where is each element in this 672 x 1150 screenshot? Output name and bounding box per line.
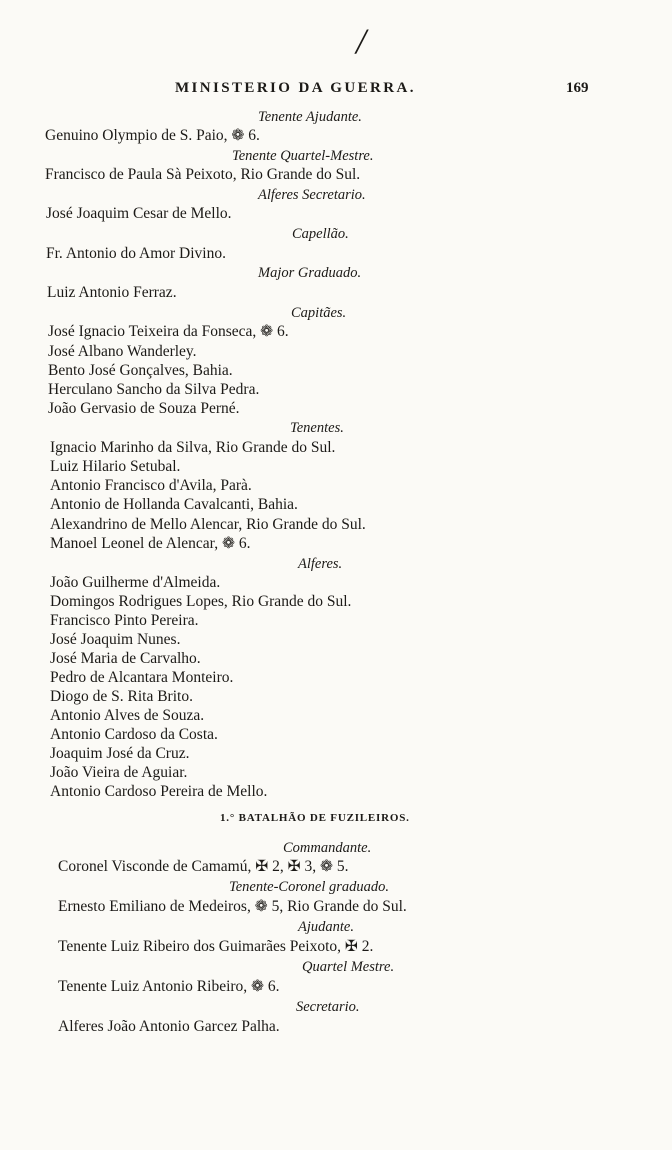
name-text: Joaquim José da Cruz. xyxy=(50,745,190,762)
rank-heading xyxy=(0,147,672,165)
roster-entry xyxy=(0,650,672,668)
name-text: Tenente Luiz Ribeiro dos Guimarães Peixoto, ✠ 2. xyxy=(58,938,374,955)
roster-entry xyxy=(0,726,672,744)
page-mark: / xyxy=(356,21,367,61)
name-text: Francisco de Paula Sà Peixoto, Rio Grande do Sul. xyxy=(45,166,361,183)
heading-text: Capitães. xyxy=(291,305,347,321)
rank-heading xyxy=(0,419,672,437)
roster-entry xyxy=(0,400,672,418)
name-text: Luiz Hilario Setubal. xyxy=(50,458,181,475)
name-text: Coronel Visconde de Camamú, ✠ 2, ✠ 3, ❁ 5. xyxy=(58,858,349,875)
roster-entry xyxy=(0,477,672,495)
roster-entry xyxy=(0,245,672,263)
heading-text: Secretario. xyxy=(296,999,360,1015)
rank-heading xyxy=(0,264,672,282)
roster-entry xyxy=(0,362,672,380)
roster-entry xyxy=(0,535,672,553)
name-text: Antonio de Hollanda Cavalcanti, Bahia. xyxy=(50,496,298,513)
roster-entry xyxy=(0,1018,672,1036)
roster-entry xyxy=(0,343,672,361)
rank-heading xyxy=(0,304,672,322)
name-text: Antonio Cardoso Pereira de Mello. xyxy=(50,783,268,800)
name-text: Manoel Leonel de Alencar, ❁ 6. xyxy=(50,535,251,552)
name-text: Ignacio Marinho da Silva, Rio Grande do Sul. xyxy=(50,439,336,456)
name-text: José Albano Wanderley. xyxy=(48,343,197,360)
roster-entry xyxy=(0,574,672,592)
heading-text: Tenente-Coronel graduado. xyxy=(229,879,390,895)
roster-entry xyxy=(0,688,672,706)
rank-heading xyxy=(0,225,672,243)
roster-entry xyxy=(0,631,672,649)
rank-heading xyxy=(0,958,672,976)
rank-heading xyxy=(0,998,672,1016)
roster-entry xyxy=(0,745,672,763)
heading-text: Capellão. xyxy=(292,226,349,242)
rank-heading xyxy=(0,555,672,573)
name-text: Antonio Cardoso da Costa. xyxy=(50,726,218,743)
name-text: Alexandrino de Mello Alencar, Rio Grande do Sul. xyxy=(50,516,366,533)
rank-heading xyxy=(0,878,672,896)
name-text: José Joaquim Cesar de Mello. xyxy=(46,205,232,222)
roster-entry xyxy=(0,496,672,514)
roster-entry xyxy=(0,593,672,611)
heading-text: Tenente Ajudante. xyxy=(258,109,362,125)
roster-entry xyxy=(0,458,672,476)
rank-heading xyxy=(0,108,672,126)
roster-entry xyxy=(0,439,672,457)
roster-entry xyxy=(0,669,672,687)
roster-entry xyxy=(0,858,672,876)
heading-text: Major Graduado. xyxy=(258,265,362,281)
name-text: Diogo de S. Rita Brito. xyxy=(50,688,193,705)
roster-entry xyxy=(0,381,672,399)
roster-entry xyxy=(0,783,672,801)
heading-text: Alferes Secretario. xyxy=(258,187,366,203)
heading-text: Alferes. xyxy=(298,556,343,572)
name-text: Domingos Rodrigues Lopes, Rio Grande do Sul. xyxy=(50,593,352,610)
name-text: Herculano Sancho da Silva Pedra. xyxy=(48,381,260,398)
rank-heading xyxy=(0,839,672,857)
name-text: Francisco Pinto Pereira. xyxy=(50,612,199,629)
roster-entry xyxy=(0,764,672,782)
rank-heading xyxy=(0,186,672,204)
roster-entry xyxy=(0,323,672,341)
heading-text: Quartel Mestre. xyxy=(302,959,395,975)
roster-entry xyxy=(0,166,672,184)
page-title: MINISTERIO DA GUERRA. xyxy=(175,80,416,96)
roster-entry xyxy=(0,205,672,223)
name-text: Ernesto Emiliano de Medeiros, ❁ 5, Rio Grande do Sul. xyxy=(58,898,407,915)
roster-entry xyxy=(0,898,672,916)
roster-entry xyxy=(0,127,672,145)
name-text: José Ignacio Teixeira da Fonseca, ❁ 6. xyxy=(48,323,289,340)
name-text: João Gervasio de Souza Perné. xyxy=(48,400,240,417)
page-number: 169 xyxy=(566,80,589,96)
name-text: João Guilherme d'Almeida. xyxy=(50,574,221,591)
name-text: Genuino Olympio de S. Paio, ❁ 6. xyxy=(45,127,260,144)
section-title xyxy=(0,809,672,827)
roster-entry xyxy=(0,516,672,534)
section-text: 1.° BATALHÃO DE FUZILEIROS. xyxy=(220,812,410,824)
roster-entry xyxy=(0,978,672,996)
name-text: Fr. Antonio do Amor Divino. xyxy=(46,245,226,262)
running-header xyxy=(0,80,672,102)
heading-text: Ajudante. xyxy=(298,919,354,935)
name-text: Bento José Gonçalves, Bahia. xyxy=(48,362,233,379)
heading-text: Tenente Quartel-Mestre. xyxy=(232,148,374,164)
roster-entry xyxy=(0,284,672,302)
name-text: Tenente Luiz Antonio Ribeiro, ❁ 6. xyxy=(58,978,280,995)
heading-text: Tenentes. xyxy=(290,420,344,436)
roster-entry xyxy=(0,612,672,630)
roster-entry xyxy=(0,938,672,956)
roster-entry xyxy=(0,707,672,725)
name-text: José Maria de Carvalho. xyxy=(50,650,201,667)
name-text: Alferes João Antonio Garcez Palha. xyxy=(58,1018,280,1035)
name-text: João Vieira de Aguiar. xyxy=(50,764,188,781)
name-text: José Joaquim Nunes. xyxy=(50,631,181,648)
rank-heading xyxy=(0,918,672,936)
name-text: Antonio Alves de Souza. xyxy=(50,707,205,724)
name-text: Luiz Antonio Ferraz. xyxy=(47,284,177,301)
name-text: Pedro de Alcantara Monteiro. xyxy=(50,669,234,686)
heading-text: Commandante. xyxy=(283,840,372,856)
name-text: Antonio Francisco d'Avila, Parà. xyxy=(50,477,252,494)
